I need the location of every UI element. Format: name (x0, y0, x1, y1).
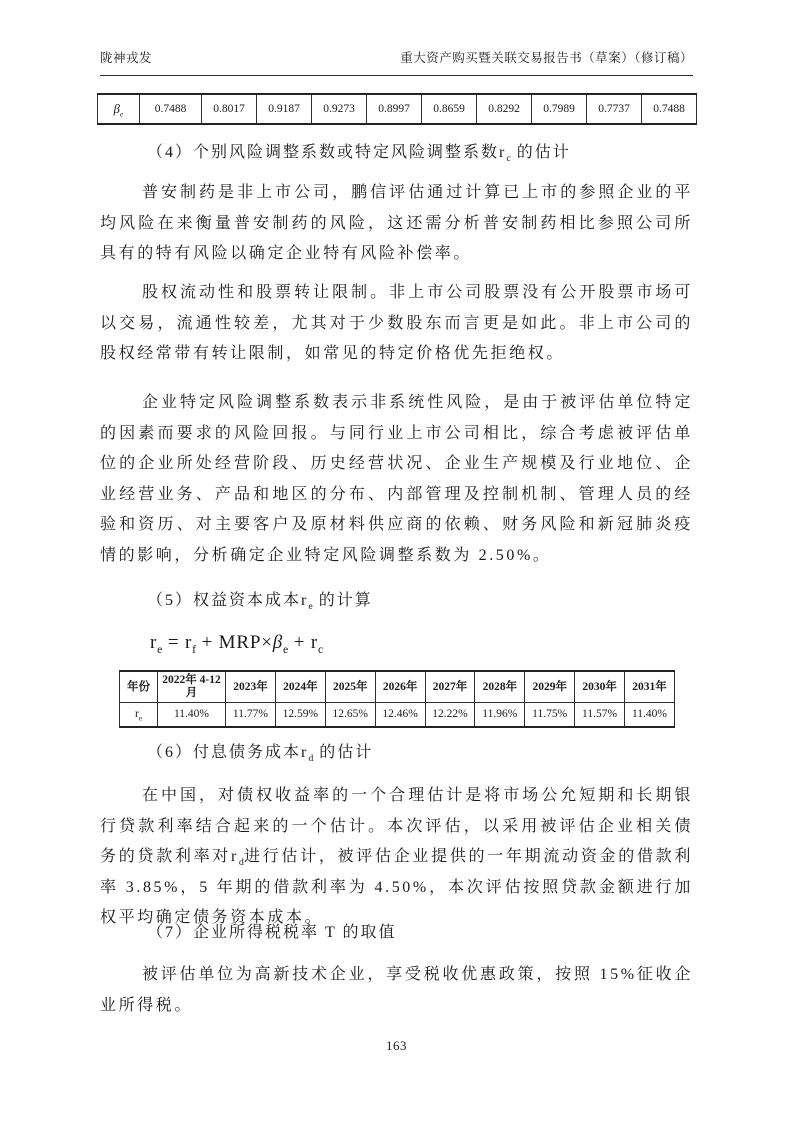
heading-subscript: c (506, 153, 511, 165)
year-corner-cell: 年份 (120, 671, 158, 703)
section-7-heading: （7）企业所得税税率 T 的取值 (147, 924, 397, 941)
paragraph-debt-cost: 在中国，对债权收益率的一个合理估计是将市场公允短期和长期银行贷款利率结合起来的一个估计。本次评估，以采用被评估企业相关债务的贷款利率对$r_d$进行估计，被评估企业提供的一年期流动资金的借款利率 3.85%，5 年期的借款利率为 4.50%，本次评估按照贷款金额进行加权平均确定债务资本成本。 (100, 787, 693, 926)
year-header-cell: 2031年 (625, 671, 675, 703)
heading-text: 的计算 (312, 592, 373, 609)
section-5-heading (100, 588, 693, 614)
re-table-value-row (120, 703, 675, 727)
beta-value-cell: 0.9187 (257, 94, 312, 124)
paragraph-tax-rate: 被评估单位为高新技术企业，享受税收优惠政策，按照 15%征收企业所得税。 (100, 966, 693, 1014)
year-header-cell: 2022年 4-12月 (158, 671, 226, 703)
re-value-cell: 12.59% (275, 703, 325, 727)
re-row-label: $r_e$ (120, 703, 158, 727)
beta-coefficient-table (97, 93, 697, 125)
re-value-cell: 11.57% (575, 703, 625, 727)
heading-text: （4）个别风险调整系数或特定风险调整系数r (147, 144, 507, 161)
beta-value-cell: 0.8659 (422, 94, 477, 124)
beta-value-cell: 0.7488 (642, 94, 697, 124)
cost-of-equity-formula: $r_e = r_f + MRP\times\beta_e + r_c$ (150, 632, 324, 656)
beta-value-cell: 0.7488 (140, 94, 202, 124)
re-value-cell: 11.40% (625, 703, 675, 727)
heading-text: 的估计 (313, 744, 374, 761)
page-header (100, 48, 693, 66)
inline-subscript: d (238, 857, 244, 869)
heading-subscript: e (308, 601, 313, 613)
paragraph-specific-risk-factor: 企业特定风险调整系数表示非系统性风险，是由于被评估单位特定的因素而要求的风险回报。与同行业上市公司相比，综合考虑被评估单位的企业所处经营阶段、历史经营状况、企业生产规模及行业地位、企业经营业务、产品和地区的分布、内部管理及控制机制、管理人员的经验和资历、对主要客户及原材料供应商的依赖、财务风险和新冠肺炎疫情的影响，分析确定企业特定风险调整系数为 2.50%。 (100, 394, 693, 564)
re-value-cell: 12.22% (425, 703, 475, 727)
heading-text: （5）权益资本成本r (147, 592, 309, 609)
year-header-cell: 2023年 (226, 671, 276, 703)
year-header-cell: 2027年 (425, 671, 475, 703)
header-company-name: 陇神戎发 (100, 51, 153, 65)
beta-value-cell: 0.8292 (477, 94, 532, 124)
page-number: 163 (386, 1038, 407, 1053)
year-header-cell: 2029年 (525, 671, 575, 703)
beta-table-row (98, 94, 697, 124)
beta-value-cell: 0.7989 (532, 94, 587, 124)
re-table-header-row (120, 671, 675, 703)
beta-value-cell: 0.8997 (367, 94, 422, 124)
year-header-cell: 2026年 (375, 671, 425, 703)
beta-row-label: $\beta_e$ (98, 94, 140, 124)
header-report-title: 重大资产购买暨关联交易报告书（草案）（修订稿） (400, 51, 693, 65)
heading-subscript: d (308, 753, 314, 765)
year-header-cell: 2030年 (575, 671, 625, 703)
re-value-cell: 11.77% (226, 703, 276, 727)
year-header-cell: 2028年 (475, 671, 525, 703)
beta-value-cell: 0.9273 (312, 94, 367, 124)
section-6-heading (100, 740, 693, 766)
re-value-cell: 11.96% (475, 703, 525, 727)
re-value-cell: 12.46% (375, 703, 425, 727)
paragraph-risk-measure: 普安制药是非上市公司，鹏信评估通过计算已上市的参照企业的平均风险在来衡量普安制药的风险，这还需分析普安制药相比参照公司所具有的特有风险以确定企业特有风险补偿率。 (100, 184, 693, 262)
year-header-cell: 2025年 (325, 671, 375, 703)
section-4-heading (100, 140, 693, 166)
beta-value-cell: 0.7737 (587, 94, 642, 124)
re-value-cell: 11.40% (158, 703, 226, 727)
header-divider (100, 75, 693, 76)
paragraph-liquidity-restriction: 股权流动性和股票转让限制。非上市公司股票没有公开股票市场可以交易，流通性较差，尤其对于少数股东而言更是如此。非上市公司的股权经常带有转让限制，如常见的特定价格优先拒绝权。 (100, 284, 693, 362)
heading-text: （6）付息债务成本r (147, 744, 309, 761)
beta-value-cell: 0.8017 (202, 94, 257, 124)
beta-symbol: β (272, 632, 283, 653)
year-header-cell: 2024年 (275, 671, 325, 703)
heading-text: 的估计 (510, 144, 571, 161)
cost-of-equity-table (119, 670, 675, 728)
re-value-cell: 11.75% (525, 703, 575, 727)
re-value-cell: 12.65% (325, 703, 375, 727)
